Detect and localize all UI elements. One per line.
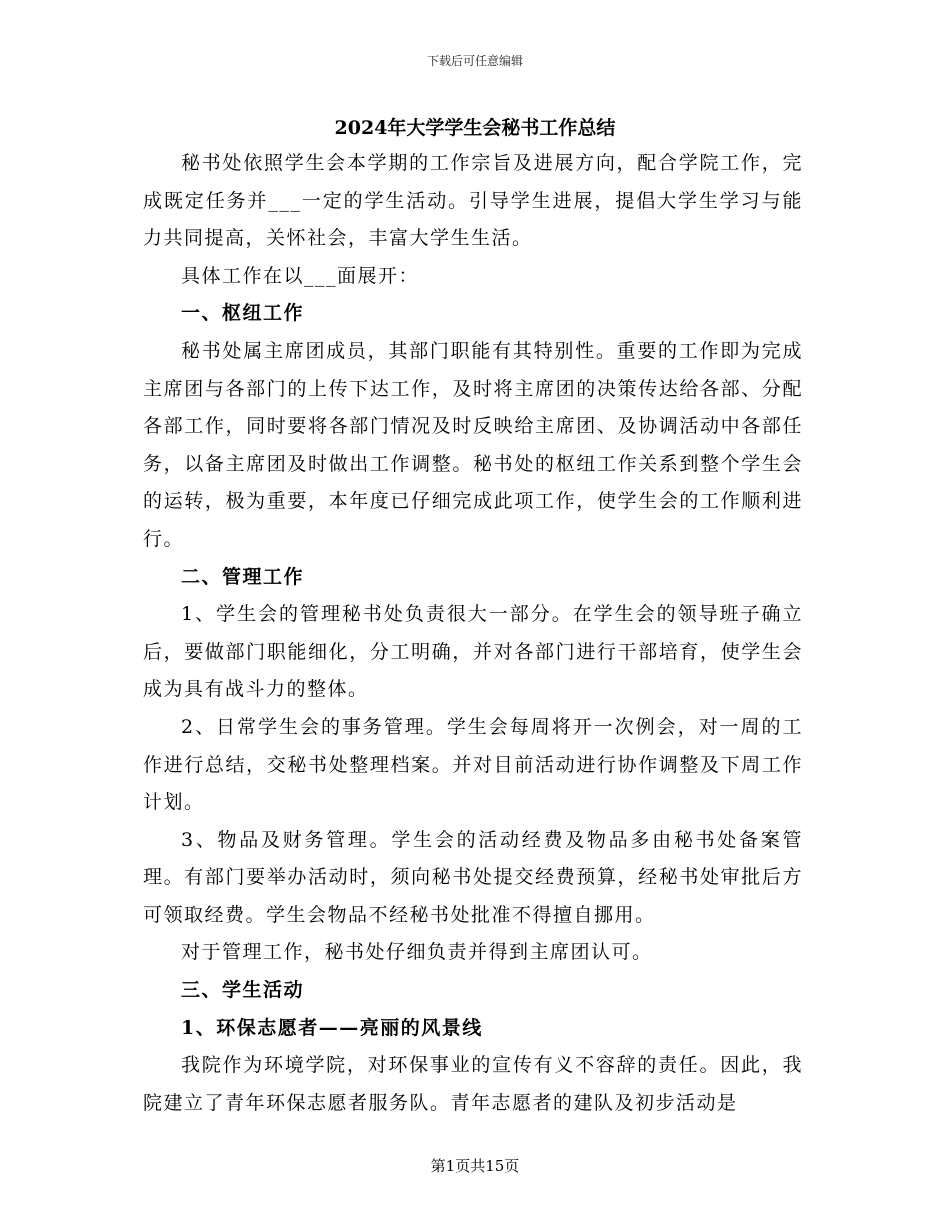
page-header-note: 下载后可任意编辑 [426,54,523,68]
paragraph-management-summary: 对于管理工作，秘书处仔细负责并得到主席团认可。 [181,941,653,964]
paragraph-intro: 秘书处依照学生会本学期的工作宗旨及进展方向，配合学院工作，完成既定任务并___一定的学生活动。引导学生进展，提倡大学生学习与能力共同提高，关怀社会，丰富大学生生活。 [143,152,803,250]
document-body [143,145,803,1122]
paragraph-management-item-2: 2、日常学生会的事务管理。学生会每周将开一次例会，对一周的工作进行总结，交秘书处整理档案。并对目前活动进行协作调整及下周工作计划。 [143,715,803,814]
page-number-footer: 第1页共15页 [430,1157,520,1175]
paragraph-eco-volunteers: 我院作为环境学院，对环保事业的宣传有义不容辞的责任。因此，我院建立了青年环保志愿者服务队。青年志愿者的建队及初步活动是 [143,1054,803,1114]
section-heading-student-activities: 三、学生活动 [181,979,305,1002]
paragraph-hub-work: 秘书处属主席团成员，其部门职能有其特别性。重要的工作即为完成主席团与各部门的上传下达工作，及时将主席团的决策传达给各部、分配各部工作，同时要将各部门情况及时反映给主席团、及协调活动中各部任务，以备主席团及时做出工作调整。秘书处的枢纽工作关系到整个学生会的运转，极为重要，本年度已仔细完成此项工作，使学生会的工作顺利进行。 [143,339,803,550]
section-heading-management: 二、管理工作 [181,565,305,588]
paragraph-management-item-3: 3、物品及财务管理。学生会的活动经费及物品多由秘书处备案管理。有部门要举办活动时，须向秘书处提交经费预算，经秘书处审批后方可领取经费。学生会物品不经秘书处批准不得擅自挪用。 [143,828,803,926]
section-heading-hub-work: 一、枢纽工作 [181,302,305,325]
paragraph-overview: 具体工作在以___面展开： [181,264,420,287]
paragraph-management-item-1: 1、学生会的管理秘书处负责很大一部分。在学生会的领导班子确立后，要做部门职能细化，分工明确，并对各部门进行干部培育，使学生会成为具有战斗力的整体。 [143,603,803,701]
subsection-heading-eco-volunteers: 1、环保志愿者——亮丽的风景线 [181,1016,483,1039]
document-title: 2024年大学学生会秘书工作总结 [334,117,616,139]
